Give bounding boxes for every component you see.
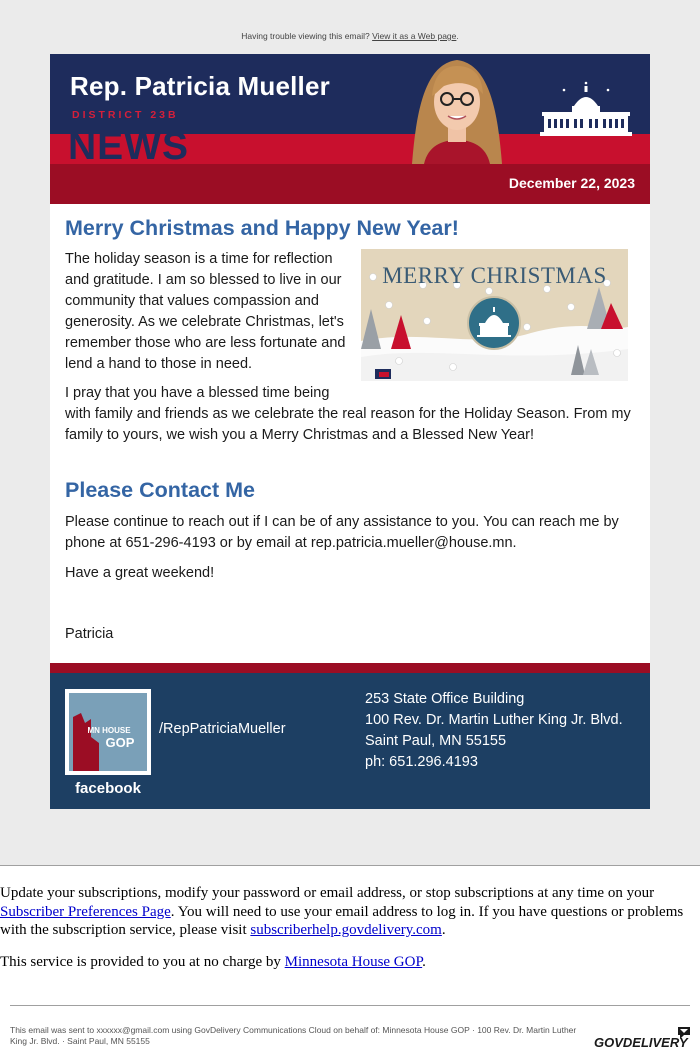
subscription-footer [0, 866, 700, 1058]
main-content [50, 204, 650, 663]
portrait-photo [394, 54, 520, 164]
badge-facebook-text: facebook [75, 780, 141, 795]
weekend-paragraph: Have a great weekend! [65, 565, 215, 581]
govdelivery-logo[interactable] [594, 1023, 692, 1053]
header-banner [50, 54, 650, 204]
subscription-text: Update your subscriptions, modify your password or email address, or stop subscriptions at any time on your Subscriber Preferences Page. You will need to use your email address to log in. If you have questions or problems with the subscription service, please visit subscriberhelp.govdelivery.com. [0, 885, 684, 938]
address-phone: ph: 651.296.4193 [365, 754, 478, 770]
view-web-page-link[interactable]: View it as a Web page [372, 31, 457, 41]
holiday-paragraph: The holiday season is a time for reflection and gratitude. I am so blessed to live in our community that values compassion and generosity. As we celebrate Christmas, let's remember those who are less fortunate and lend a hand to those in need. [65, 251, 346, 372]
preheader: Having trouble viewing this email? View it as a Web page. [241, 31, 459, 41]
newsletter-card [50, 54, 650, 809]
divider [10, 1005, 690, 1006]
footer-red-band [50, 663, 650, 673]
pray-paragraph: I pray that you have a blessed time being with family and friends as we celebrate the real reason for the Holiday Season. From my family to yours, we wish you a Merry Christmas and a Blessed New Year! [65, 385, 631, 443]
subscriber-preferences-link[interactable]: Subscriber Preferences Page [0, 903, 171, 920]
facebook-handle-link[interactable]: /RepPatriciaMueller [159, 721, 286, 737]
govdelivery-logo-text: GOVDELIVERY [594, 1035, 688, 1050]
subscriber-help-link[interactable]: subscriberhelp.govdelivery.com [250, 922, 442, 938]
footer [50, 673, 650, 809]
address-line: 100 Rev. Dr. Martin Luther King Jr. Blvd. [365, 712, 623, 728]
contact-heading: Please Contact Me [65, 478, 255, 502]
signature: Patricia [65, 626, 114, 642]
header-rep-name: Rep. Patricia Mueller [70, 71, 330, 101]
christmas-section [65, 249, 635, 446]
capitol-icon [538, 80, 634, 136]
header-district: DISTRICT 23B [72, 109, 179, 121]
christmas-heading: Merry Christmas and Happy New Year! [65, 216, 459, 240]
minnesota-house-gop-link[interactable]: Minnesota House GOP [284, 954, 423, 970]
facebook-link-badge[interactable] [65, 689, 151, 795]
badge-gop-text: GOP [105, 735, 135, 750]
address-line: 253 State Office Building [365, 691, 525, 707]
contact-paragraph: Please continue to reach out if I can be of any assistance to you. You can reach me by phone at 651-296-4193 or by email at rep.patricia.mueller@house.mn. [65, 514, 619, 551]
service-text: This service is provided to you at no charge by Minnesota House GOP. [0, 954, 426, 970]
office-address [365, 689, 623, 773]
header-news-wordmark: NEWS [68, 127, 189, 164]
preheader-text: Having trouble viewing this email? [241, 31, 370, 41]
badge-mn-house-text: MN HOUSE [87, 726, 131, 735]
sent-notice: This email was sent to xxxxxx@gmail.com using GovDelivery Communications Cloud on behalf of: Minnesota House GOP · 100 Rev. Dr. Martin Luther King Jr. Blvd. · Saint Paul, MN 55155 [10, 1025, 577, 1046]
header-date: December 22, 2023 [508, 175, 635, 191]
merry-christmas-text: MERRY CHRISTMAS [382, 263, 607, 288]
address-line: Saint Paul, MN 55155 [365, 733, 507, 749]
merry-christmas-image [361, 249, 628, 381]
